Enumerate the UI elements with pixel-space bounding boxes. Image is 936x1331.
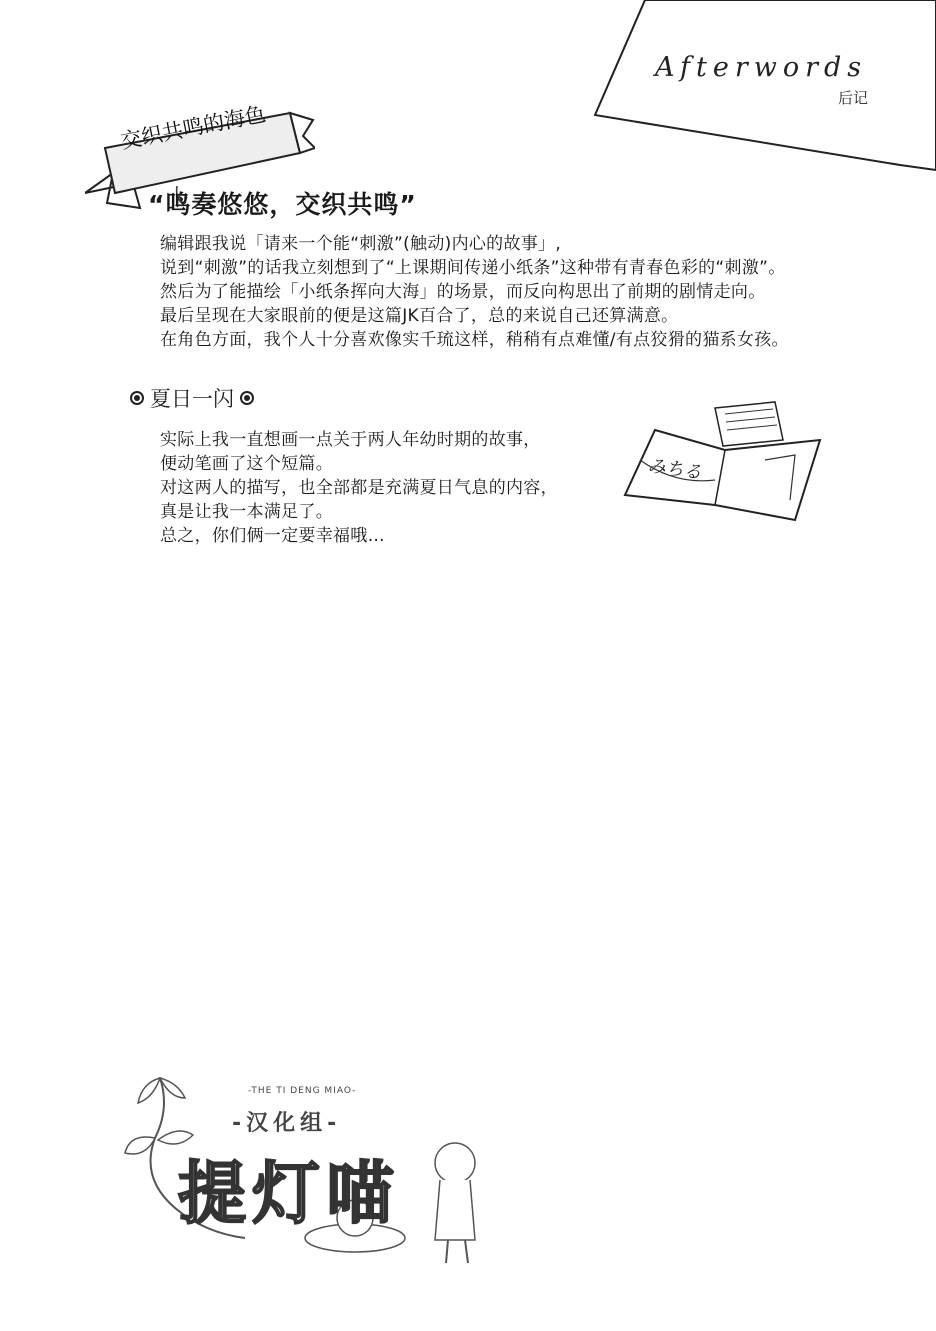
section2-heading (130, 383, 254, 413)
paragraph-line: 真是让我一本满足了。 (160, 502, 333, 522)
logo-english-text: -THE TI DENG MIAO- (248, 1086, 357, 1096)
paragraph-line: 总之，你们俩一定要幸福哦… (160, 526, 385, 546)
notebook-signature: みちる (646, 455, 703, 484)
paragraph-line: 对这两人的描写，也全部都是充满夏日气息的内容， (160, 478, 558, 498)
paragraph-line: 说到“刺激”的话我立刻想到了“上课期间传递小纸条”这种带有青春色彩的“刺激”。 (160, 258, 786, 278)
paragraph-line: 实际上我一直想画一点关于两人年幼时期的故事， (160, 430, 541, 450)
afterwords-title: Afterwords (655, 52, 868, 83)
afterwords-card-frame (590, 0, 936, 180)
ribbon-label: 交织共鸣的海色 (118, 101, 268, 154)
logo-group-text: -汉化组- (232, 1111, 342, 1136)
bullet-icon (240, 391, 254, 405)
notebook-sketch-icon (615, 400, 825, 530)
logo-name-text: 提灯喵 (178, 1155, 401, 1234)
afterwords-subtitle: 后记 (838, 89, 869, 107)
paragraph-line: 在角色方面，我个人十分喜欢像实千琉这样，稍稍有点难懂/有点狡猾的猫系女孩。 (160, 330, 789, 350)
bullet-icon (130, 391, 144, 405)
section1-heading: “鸣奏悠悠，交织共鸣” (148, 190, 417, 219)
section2-heading-text: 夏日一闪 (150, 387, 234, 411)
section2-body (160, 428, 558, 548)
paragraph-line: 最后呈现在大家眼前的便是这篇JK百合了，总的来说自己还算满意。 (160, 306, 679, 326)
paragraph-line: 编辑跟我说「请来一个能“刺激”(触动)内心的故事」, (160, 234, 562, 254)
section1-body (160, 232, 789, 352)
paragraph-line: 便动笔画了这个短篇。 (160, 454, 333, 474)
paragraph-line: 然后为了能描绘「小纸条挥向大海」的场景，而反向构思出了前期的剧情走向。 (160, 282, 766, 302)
